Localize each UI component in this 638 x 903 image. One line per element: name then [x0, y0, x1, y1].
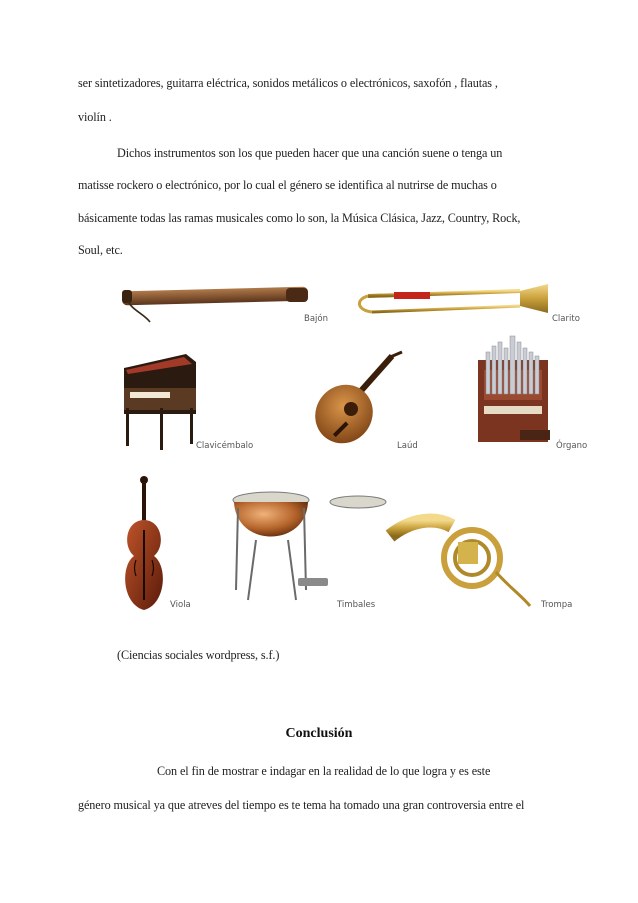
organo-image — [478, 336, 550, 442]
trompa-image — [390, 521, 530, 606]
conclusion-line2: género musical ya que atreves del tiempo es te tema ha tomado una gran controversia entre el — [78, 798, 525, 812]
clarito-image — [359, 284, 548, 313]
viola-image — [125, 476, 163, 610]
conclusion-heading: Conclusión — [285, 726, 353, 741]
paragraph2-line2: matisse rockero o electrónico, por lo cual el género se identifica al nutrirse de muchas o — [78, 178, 497, 192]
laud-image — [303, 352, 402, 455]
label-clarito: Clarito — [552, 314, 580, 324]
clavicembalo-image — [124, 354, 196, 450]
timbales-image — [233, 492, 386, 600]
paragraph1-line2: violín . — [78, 110, 112, 124]
label-trompa: Trompa — [541, 600, 573, 610]
bajon-image — [122, 287, 308, 322]
label-laud: Laúd — [397, 441, 418, 451]
label-organo: Órgano — [556, 441, 588, 451]
paragraph1-line1: ser sintetizadores, guitarra eléctrica, sonidos metálicos o electrónicos, saxofón , flautas , — [78, 76, 498, 90]
conclusion-line1: Con el fin de mostrar e indagar en la realidad de lo que logra y es este — [157, 764, 491, 778]
paragraph2-line1: Dichos instrumentos son los que pueden hacer que una canción suene o tenga un — [117, 146, 503, 160]
label-viola: Viola — [170, 600, 191, 610]
paragraph2-line4: Soul, etc. — [78, 243, 123, 257]
paragraph2-line3: básicamente todas las ramas musicales como lo son, la Música Clásica, Jazz, Country, Rock, — [78, 211, 521, 225]
figure-citation: (Ciencias sociales wordpress, s.f.) — [117, 648, 280, 662]
label-timbales: Timbales — [337, 600, 376, 610]
label-bajon: Bajón — [304, 314, 328, 324]
label-clavicembalo: Clavicémbalo — [196, 441, 254, 451]
